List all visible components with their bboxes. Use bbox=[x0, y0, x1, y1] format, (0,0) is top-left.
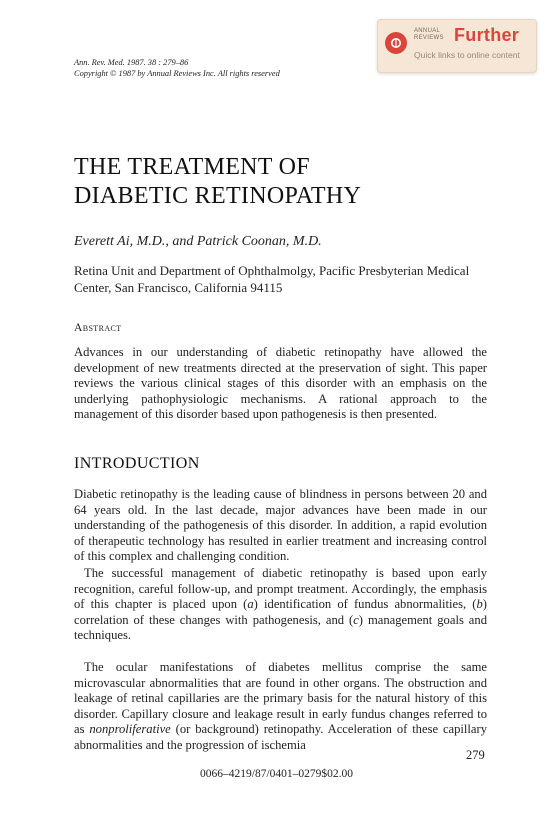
article-title bbox=[74, 153, 361, 211]
badge-subtitle: Quick links to online content bbox=[414, 50, 520, 60]
abstract-text: Advances in our understanding of diabetic retinopathy have allowed the development of new treatments directed at the preservation of sight. This paper reviews the various clinical stages of this disorder with an emphasis on the underlying pathophysiologic mechanisms. A rational approach to the management of this disorder based upon pathogenesis is then presented. bbox=[74, 345, 487, 422]
further-links-badge[interactable] bbox=[377, 19, 537, 73]
title-line-1: THE TREATMENT OF bbox=[74, 154, 310, 180]
author-affiliation: Retina Unit and Department of Ophthalmolgy, Pacific Presbyterian Medical Center, San Francisco, California 94115 bbox=[74, 263, 470, 295]
article-code: 0066–4219/87/0401–0279$02.00 bbox=[200, 768, 354, 780]
intro-paragraph-2: The successful management of diabetic retinopathy is based upon early recognition, careful follow-up, and prompt treatment. Accordingly, the emphasis of this chapter is placed upon (a) identification of fundus abnormalities, (b) correlation of these changes with pathogenesis, and (c) management goals and techniques. bbox=[74, 566, 487, 643]
further-circle-icon bbox=[385, 32, 407, 54]
title-line-2: DIABETIC RETINOPATHY bbox=[74, 183, 362, 209]
journal-line: Ann. Rev. Med. 1987. 38 : 279–86 bbox=[74, 58, 189, 67]
badge-reviews-label: REVIEWS bbox=[414, 35, 444, 41]
intro-paragraph-3: The ocular manifestations of diabetes mellitus comprise the same microvascular abnormalities that are found in other organs. The obstruction and leakage of retinal capillaries are the primary basis for the natural history of this disorder. Capillary closure and leakage result in early fundus changes referred to as nonproliferative (or background) retinopathy. Acceleration of these capillary abnormalities and the progression of ischemia bbox=[74, 660, 487, 752]
copyright-line: Copyright © 1987 by Annual Reviews Inc. All rights reserved bbox=[74, 69, 280, 78]
article-authors: Everett Ai, M.D., and Patrick Coonan, M.D. bbox=[74, 234, 322, 249]
journal-citation bbox=[74, 57, 280, 79]
page-number: 279 bbox=[466, 748, 485, 762]
badge-annual-label: ANNUAL bbox=[414, 28, 441, 34]
intro-paragraph-1: Diabetic retinopathy is the leading cause of blindness in persons between 20 and 64 years old. In the last decade, major advances have been made in our understanding of the pathogenesis of this disorder. In addition, a rapid evolution of therapeutic technology has resulted in earlier treatment and increasing control of this complex and challenging condition. bbox=[74, 487, 487, 564]
badge-further-label: Further bbox=[454, 25, 520, 45]
introduction-heading: INTRODUCTION bbox=[74, 455, 200, 472]
abstract-heading: Abstract bbox=[74, 322, 122, 334]
